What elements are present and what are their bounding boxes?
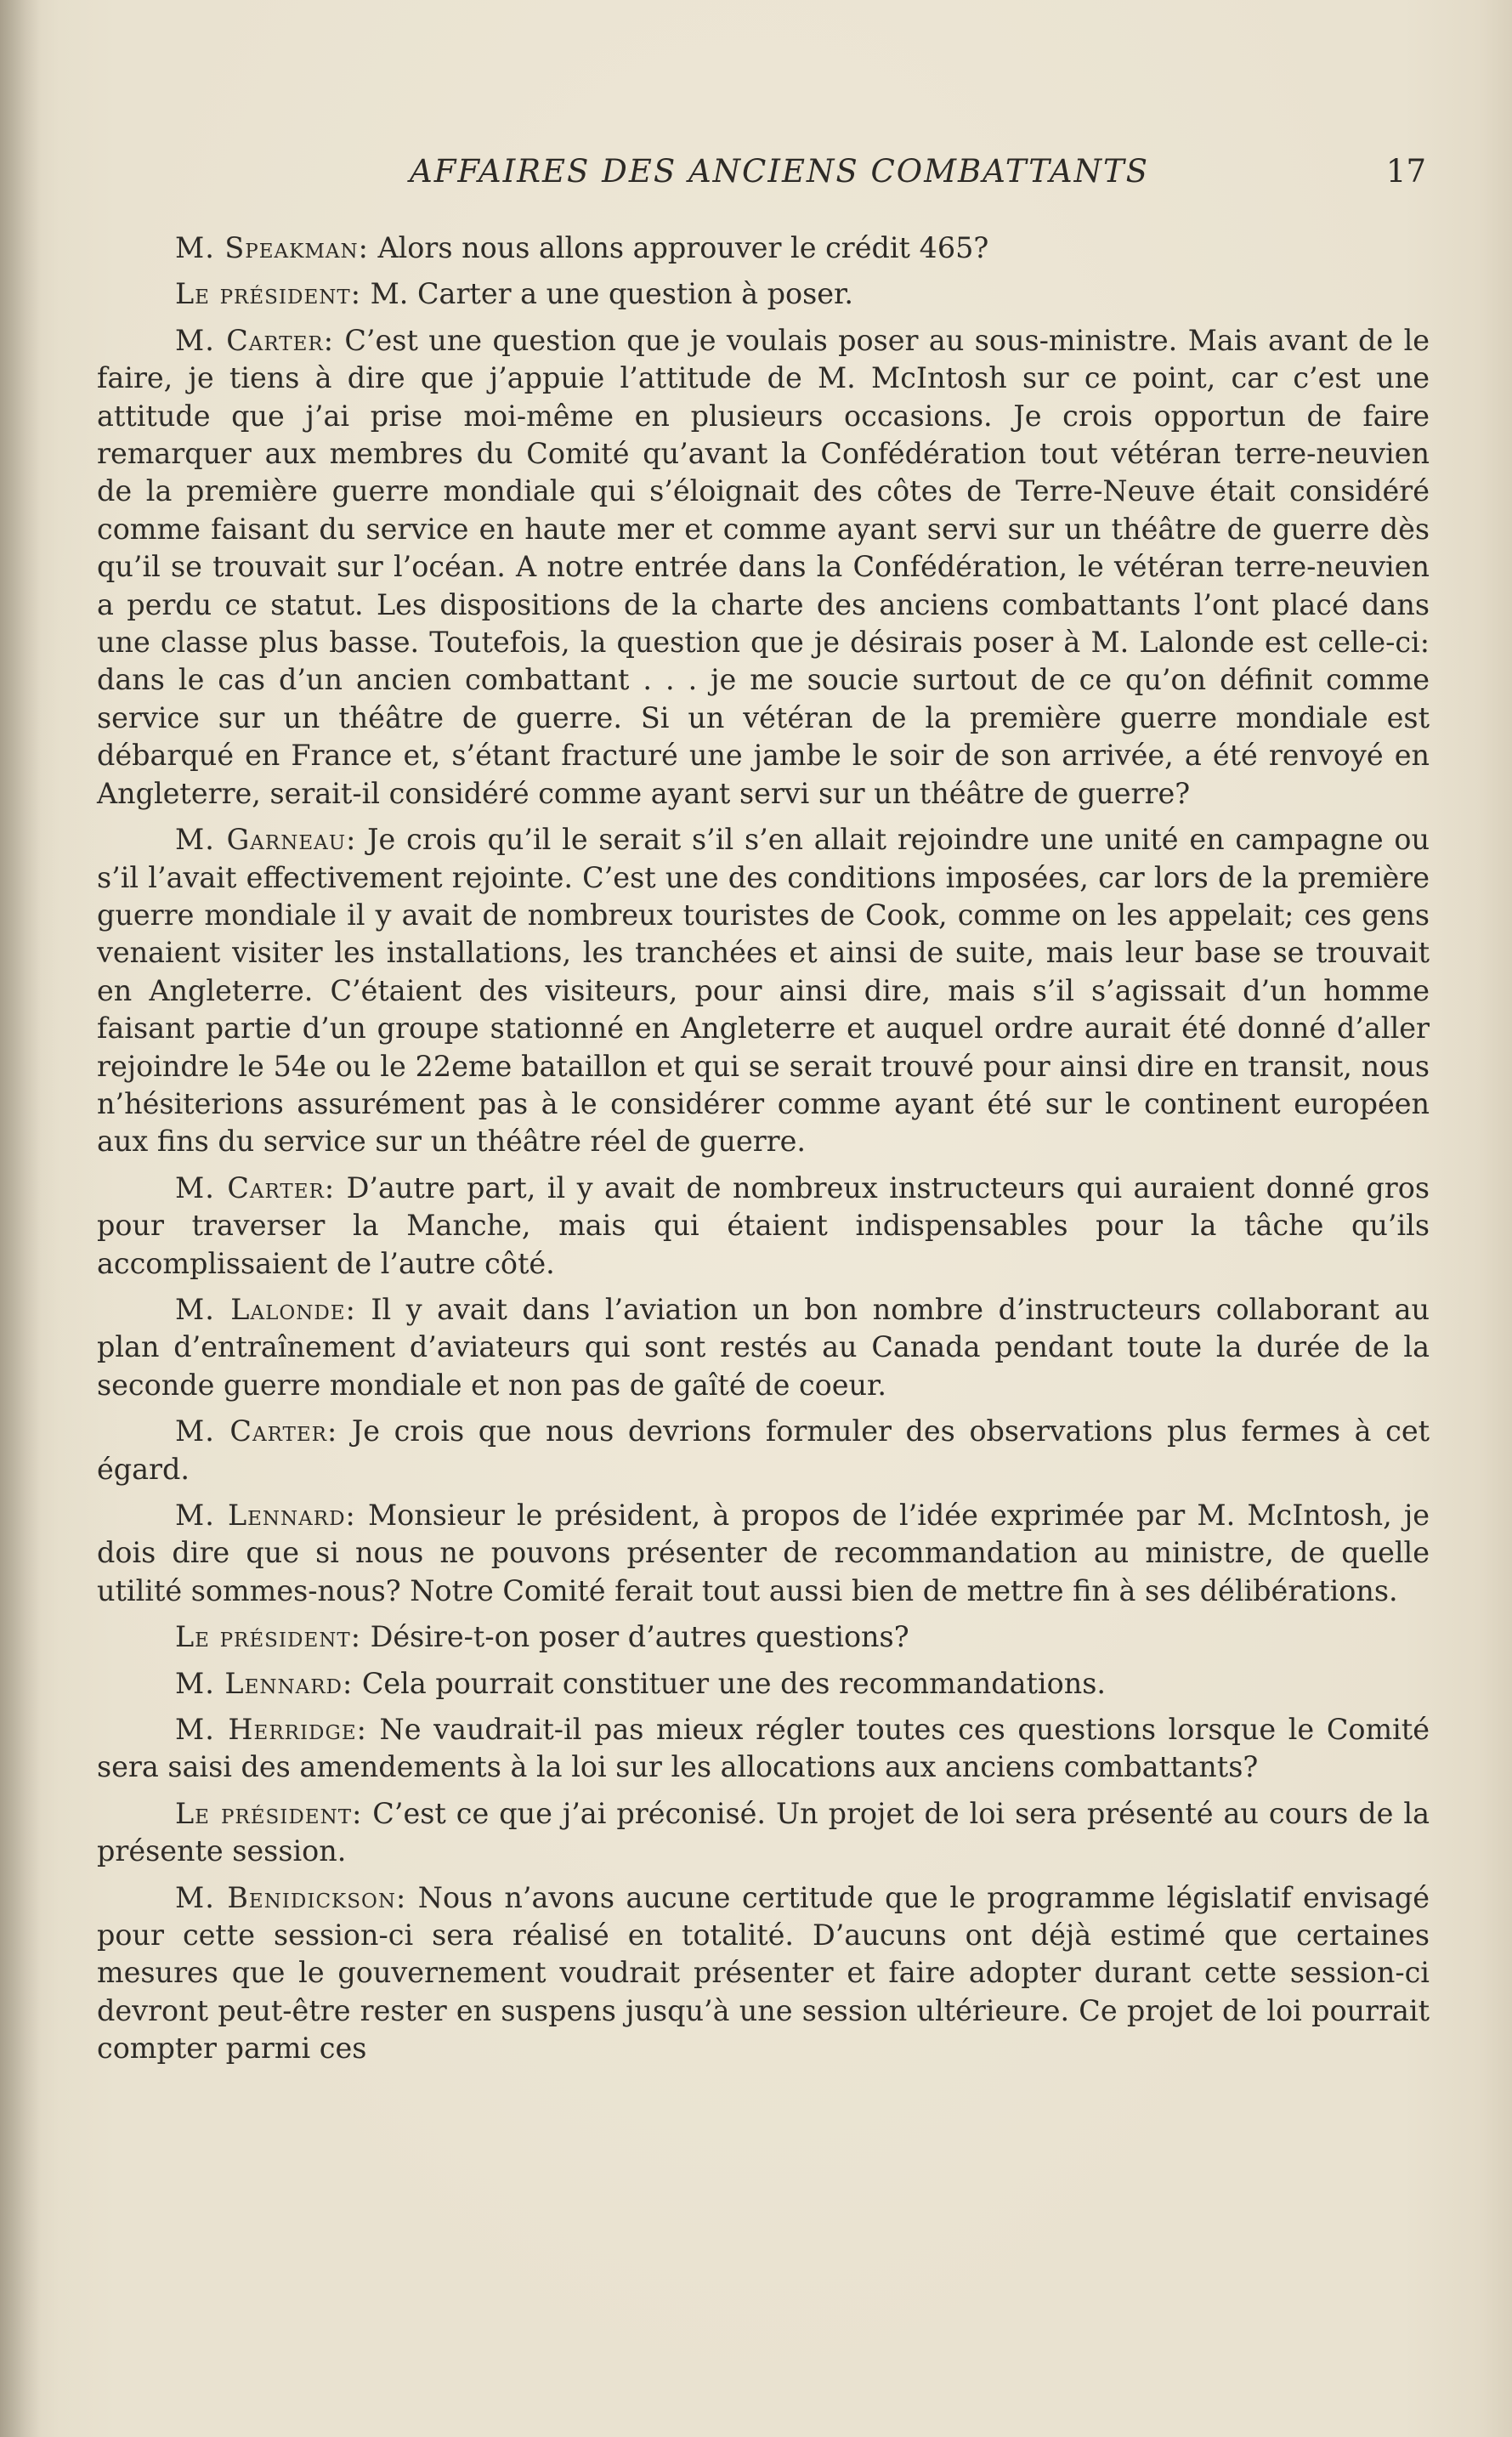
paragraph-text: Je crois que nous devrions formuler des observations plus fermes à cet égard. (97, 1414, 1430, 1486)
paragraph-text: D’autre part, il y avait de nombreux instructeurs qui auraient donné gros pour traverser la Manche, mais qui étaient indispensables pour la tâche qu’ils accomplissaient de l’autre côté. (97, 1170, 1430, 1280)
paragraph (97, 322, 1430, 813)
speaker-name: Le président: (175, 277, 361, 311)
paragraph-text: Nous n’avons aucune certitude que le programme législatif envisagé pour cette session-ci sera réalisé en totalité. D’aucuns ont déjà estimé que certaines mesures que le gouvernement voudrait présenter et faire adopter durant cette session-ci devront peut-être rester en suspens jusqu’à une session ultérieure. Ce projet de loi pourrait compter parmi ces (97, 1880, 1430, 2066)
running-title: AFFAIRES DES ANCIENS COMBATTANTS (410, 153, 1150, 190)
paragraph (97, 1413, 1430, 1488)
paragraph (97, 1711, 1430, 1787)
speaker-name: M. Lalonde: (175, 1292, 356, 1326)
paragraph (97, 230, 1430, 267)
paragraph (97, 1291, 1430, 1404)
speaker-name: M. Carter: (175, 1170, 336, 1204)
paragraph (97, 1170, 1430, 1283)
paragraph-text: C’est ce que j’ai préconisé. Un projet de loi sera présenté au cours de la présente session. (97, 1796, 1430, 1868)
speaker-name: M. Carter: (175, 323, 334, 357)
speaker-name: M. Herridge: (175, 1713, 367, 1747)
speaker-name: Le président: (175, 1620, 361, 1654)
speaker-name: M. Benidickson: (175, 1880, 407, 1914)
speaker-name: M. Speakman: (175, 231, 369, 264)
paragraph (97, 275, 1430, 313)
paragraph-text: Il y avait dans l’aviation un bon nombre d’instructeurs collaborant au plan d’entraînement d’aviateurs qui sont restés au Canada pendant toute la durée de la seconde guerre mondiale et non pas de gaîté de coeur. (97, 1292, 1430, 1402)
paragraph (97, 1497, 1430, 1610)
paragraph-text: Alors nous allons approuver le crédit 465? (368, 231, 989, 264)
page-number: 17 (1385, 153, 1426, 190)
speaker-name: M. Garneau: (175, 823, 357, 857)
paragraph (97, 1618, 1430, 1656)
speaker-name: M. Lennard: (175, 1666, 354, 1700)
paragraph-text: Cela pourrait constituer une des recommandations. (353, 1666, 1106, 1700)
speaker-name: M. Lennard: (175, 1499, 356, 1532)
paragraph (97, 1665, 1430, 1703)
paragraph (97, 1795, 1430, 1871)
paragraph-text: Monsieur le président, à propos de l’idée exprimée par M. McIntosh, je dois dire que si nous ne pouvons présenter de recommandation au ministre, de quelle utilité sommes-nous? Notre Comité ferait tout aussi bien de mettre fin à ses délibérations. (97, 1499, 1430, 1607)
paragraph-text: C’est une question que je voulais poser au sous-ministre. Mais avant de le faire, je tiens à dire que j’appuie l’attitude de M. McIntosh sur ce point, car c’est une attitude que j’ai prise moi-même en plusieurs occasions. Je crois opportun de faire remarquer aux membres du Comité qu’avant la Confédération tout vétéran terre-neuvien de la première guerre mondiale qui s’éloignait des côtes de Terre-Neuve était considéré comme faisant du service en haute mer et comme ayant servi sur un théâtre de guerre dès qu’il se trouvait sur l’océan. A notre entrée dans la Confédération, le vétéran terre-neuvien a perdu ce statut. Les dispositions de la charte des anciens combattants l’ont placé dans une classe plus basse. Toutefois, la question que je désirais poser à M. Lalonde est celle-ci: dans le cas d’un ancien combattant . . . je me soucie surtout de ce qu’on définit comme service sur un théâtre de guerre. Si un vétéran de la première guerre mondiale est débarqué en France et, s’étant fracturé une jambe le soir de son arrivée, a été renvoyé en Angleterre, serait-il considéré comme ayant servi sur un théâtre de guerre? (97, 323, 1430, 810)
binding-shadow (0, 0, 41, 2437)
speaker-name: M. Carter: (175, 1414, 338, 1448)
paragraph (97, 1879, 1430, 2068)
paragraph-text: M. Carter a une question à poser. (360, 277, 853, 311)
speaker-name: Le président: (175, 1796, 363, 1830)
paragraph-text: Je crois qu’il le serait s’il s’en allait rejoindre une unité en campagne ou s’il l’avait effectivement rejointe. C’est une des conditions imposées, car lors de la première guerre mondiale il y avait de nombreux touristes de Cook, comme on les appelait; ces gens venaient visiter les installations, les tranchées et ainsi de suite, mais leur base se trouvait en Angleterre. C’étaient des visiteurs, pour ainsi dire, mais s’il s’agissait d’un homme faisant partie d’un groupe stationné en Angleterre et auquel ordre aurait été donné d’aller rejoindre le 54e ou le 22eme bataillon et qui se serait trouvé pour ainsi dire en transit, nous n’hésiterions assurément pas à le considérer comme ayant été sur le continent européen aux fins du service sur un théâtre réel de guerre. (97, 823, 1430, 1159)
paragraph-text: Désire-t-on poser d’autres questions? (360, 1620, 909, 1654)
page-header (95, 153, 1428, 196)
paragraph (97, 821, 1430, 1161)
page-body (97, 230, 1430, 2077)
paragraph-text: Ne vaudrait-il pas mieux régler toutes ces questions lorsque le Comité sera saisi des amendements à la loi sur les allocations aux anciens combattants? (97, 1713, 1430, 1784)
